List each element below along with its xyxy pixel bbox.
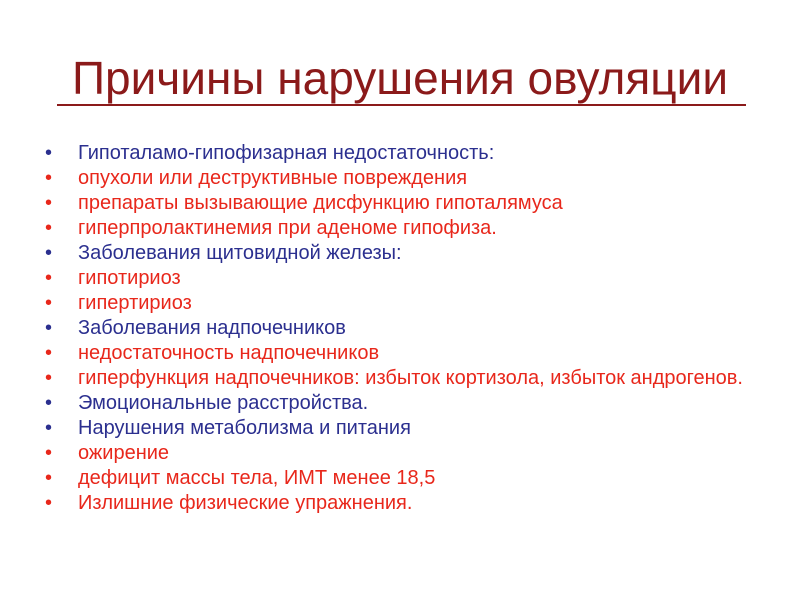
title-underline [57, 104, 746, 106]
bullet-text: Заболевания щитовидной железы: [78, 242, 402, 264]
slide-title: Причины нарушения овуляции [71, 52, 729, 104]
bullet-marker: • [45, 267, 53, 289]
bullet-marker: • [45, 217, 53, 239]
bullet-marker: • [45, 167, 53, 189]
list-item [45, 318, 745, 339]
bullet-marker: • [45, 242, 53, 264]
list-item [45, 493, 745, 514]
list-item [45, 168, 745, 189]
list-item [45, 143, 745, 164]
list-item [45, 268, 745, 289]
bullet-marker: • [45, 192, 53, 214]
list-item [45, 468, 745, 489]
bullet-text: Нарушения метаболизма и питания [78, 417, 411, 439]
list-item [45, 293, 745, 314]
bullet-text: дефицит массы тела, ИМТ менее 18,5 [78, 467, 436, 489]
list-item [45, 243, 745, 264]
bullet-marker: • [45, 342, 53, 364]
bullet-text: Заболевания надпочечников [78, 317, 346, 339]
bullet-text: гиперпролактинемия при аденоме гипофиза. [78, 217, 497, 239]
bullet-marker: • [45, 467, 53, 489]
list-item [45, 443, 745, 464]
bullet-text: Гипоталамо-гипофизарная недостаточность: [78, 142, 495, 164]
bullet-text: гиперфункция надпочечников: избыток кортизола, избыток андрогенов. [78, 367, 743, 389]
bullet-text: Эмоциональные расстройства. [78, 392, 369, 414]
bullet-text: гипертириоз [78, 292, 192, 314]
bullet-marker: • [45, 142, 53, 164]
list-item [45, 193, 745, 214]
list-item [45, 368, 745, 389]
bullet-text: опухоли или деструктивные повреждения [78, 167, 468, 189]
bullet-marker: • [45, 367, 53, 389]
bullet-marker: • [45, 442, 53, 464]
bullet-text: гипотириоз [78, 267, 181, 289]
bullet-text: недостаточность надпочечников [78, 342, 380, 364]
bullet-text: Излишние физические упражнения. [78, 492, 413, 514]
bullet-marker: • [45, 492, 53, 514]
list-item [45, 418, 745, 439]
bullet-text: препараты вызывающие дисфункцию гипоталямуса [78, 192, 563, 214]
list-item [45, 343, 745, 364]
bullet-list [45, 143, 745, 518]
list-item [45, 218, 745, 239]
bullet-marker: • [45, 317, 53, 339]
bullet-text: ожирение [78, 442, 170, 464]
bullet-marker: • [45, 392, 53, 414]
list-item [45, 393, 745, 414]
bullet-marker: • [45, 292, 53, 314]
bullet-marker: • [45, 417, 53, 439]
